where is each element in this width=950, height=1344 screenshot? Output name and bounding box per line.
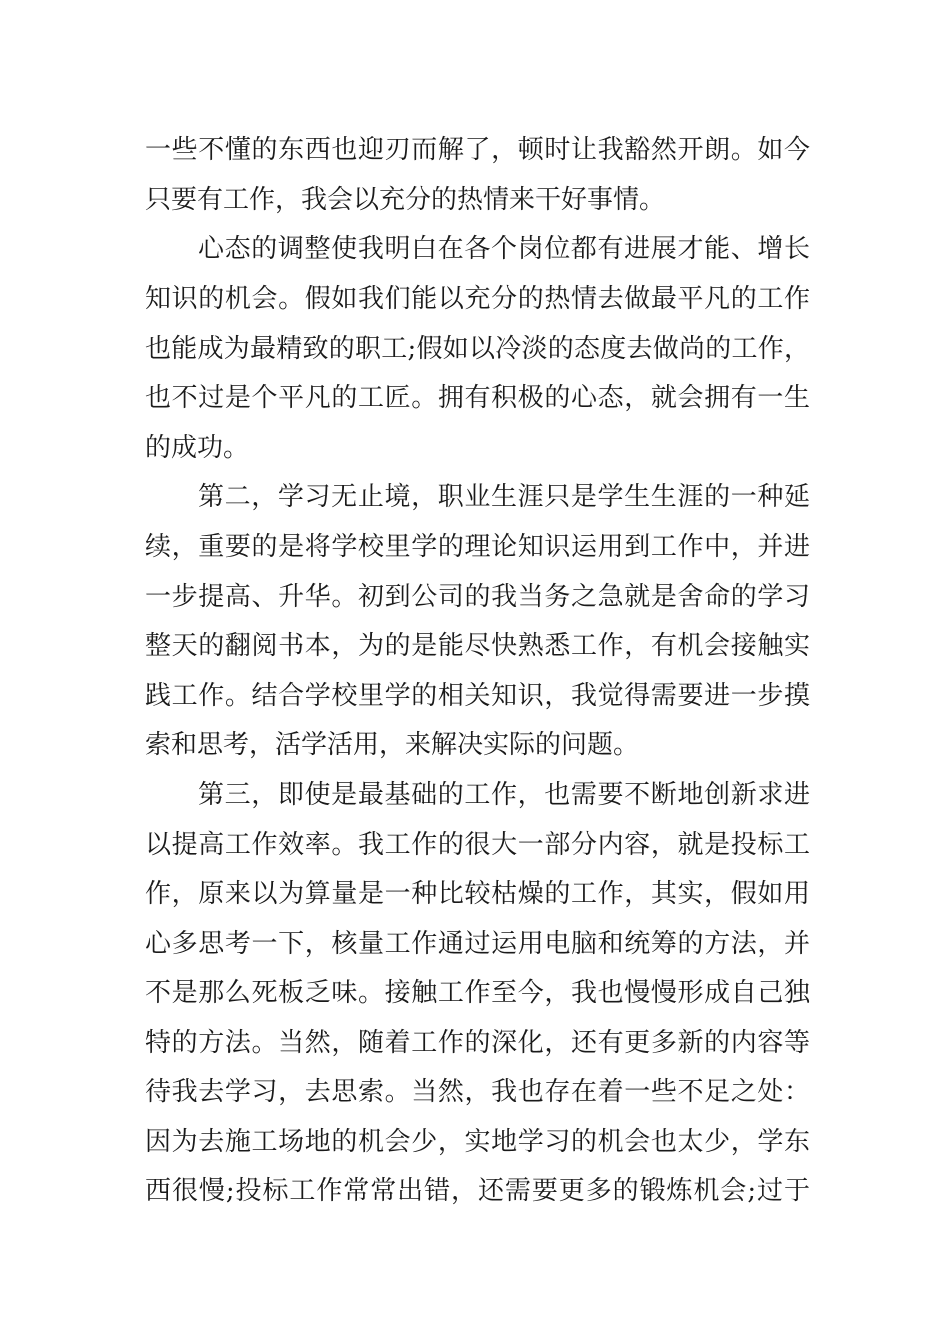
text-line: 也能成为最精致的职工;假如以冷淡的态度去做尚的工作， bbox=[145, 334, 810, 364]
text-line: 践工作。结合学校里学的相关知识，我觉得需要进一步摸 bbox=[145, 681, 810, 711]
text-line: 作，原来以为算量是一种比较枯燥的工作，其实，假如用 bbox=[145, 879, 810, 909]
text-line: 的成功。 bbox=[145, 433, 250, 463]
text-line: 特的方法。当然，随着工作的深化，还有更多新的内容等 bbox=[145, 1028, 810, 1058]
text-line: 一步提高、升华。初到公司的我当务之急就是舍命的学习 bbox=[145, 582, 810, 612]
text-line: 待我去学习，去思索。当然，我也存在着一些不足之处： bbox=[145, 1077, 810, 1107]
text-line: 因为去施工场地的机会少，实地学习的机会也太少，学东 bbox=[145, 1127, 810, 1157]
text-line: 续，重要的是将学校里学的理论知识运用到工作中，并进 bbox=[145, 532, 810, 562]
text-line: 西很慢;投标工作常常出错，还需要更多的锻炼机会;过于 bbox=[145, 1176, 810, 1206]
text-line: 整天的翻阅书本，为的是能尽快熟悉工作，有机会接触实 bbox=[145, 631, 810, 661]
text-line: 也不过是个平凡的工匠。拥有积极的心态，就会拥有一生 bbox=[145, 383, 810, 413]
text-line: 只要有工作，我会以充分的热情来干好事情。 bbox=[145, 185, 666, 215]
text-line: 索和思考，活学活用，来解决实际的问题。 bbox=[145, 730, 640, 760]
text-line: 第二，学习无止境，职业生涯只是学生生涯的一种延 bbox=[198, 482, 810, 512]
text-line: 知识的机会。假如我们能以充分的热情去做最平凡的工作 bbox=[145, 284, 810, 314]
text-line: 一些不懂的东西也迎刃而解了，顿时让我豁然开朗。如今 bbox=[145, 135, 810, 165]
text-line: 不是那么死板乏味。接触工作至今，我也慢慢形成自己独 bbox=[145, 978, 810, 1008]
text-line: 心态的调整使我明白在各个岗位都有进展才能、增长 bbox=[198, 234, 810, 264]
text-line: 以提高工作效率。我工作的很大一部分内容，就是投标工 bbox=[145, 830, 810, 860]
text-line: 第三，即使是最基础的工作，也需要不断地创新求进 bbox=[198, 780, 810, 810]
text-line: 心多思考一下，核量工作通过运用电脑和统筹的方法，并 bbox=[145, 929, 810, 959]
